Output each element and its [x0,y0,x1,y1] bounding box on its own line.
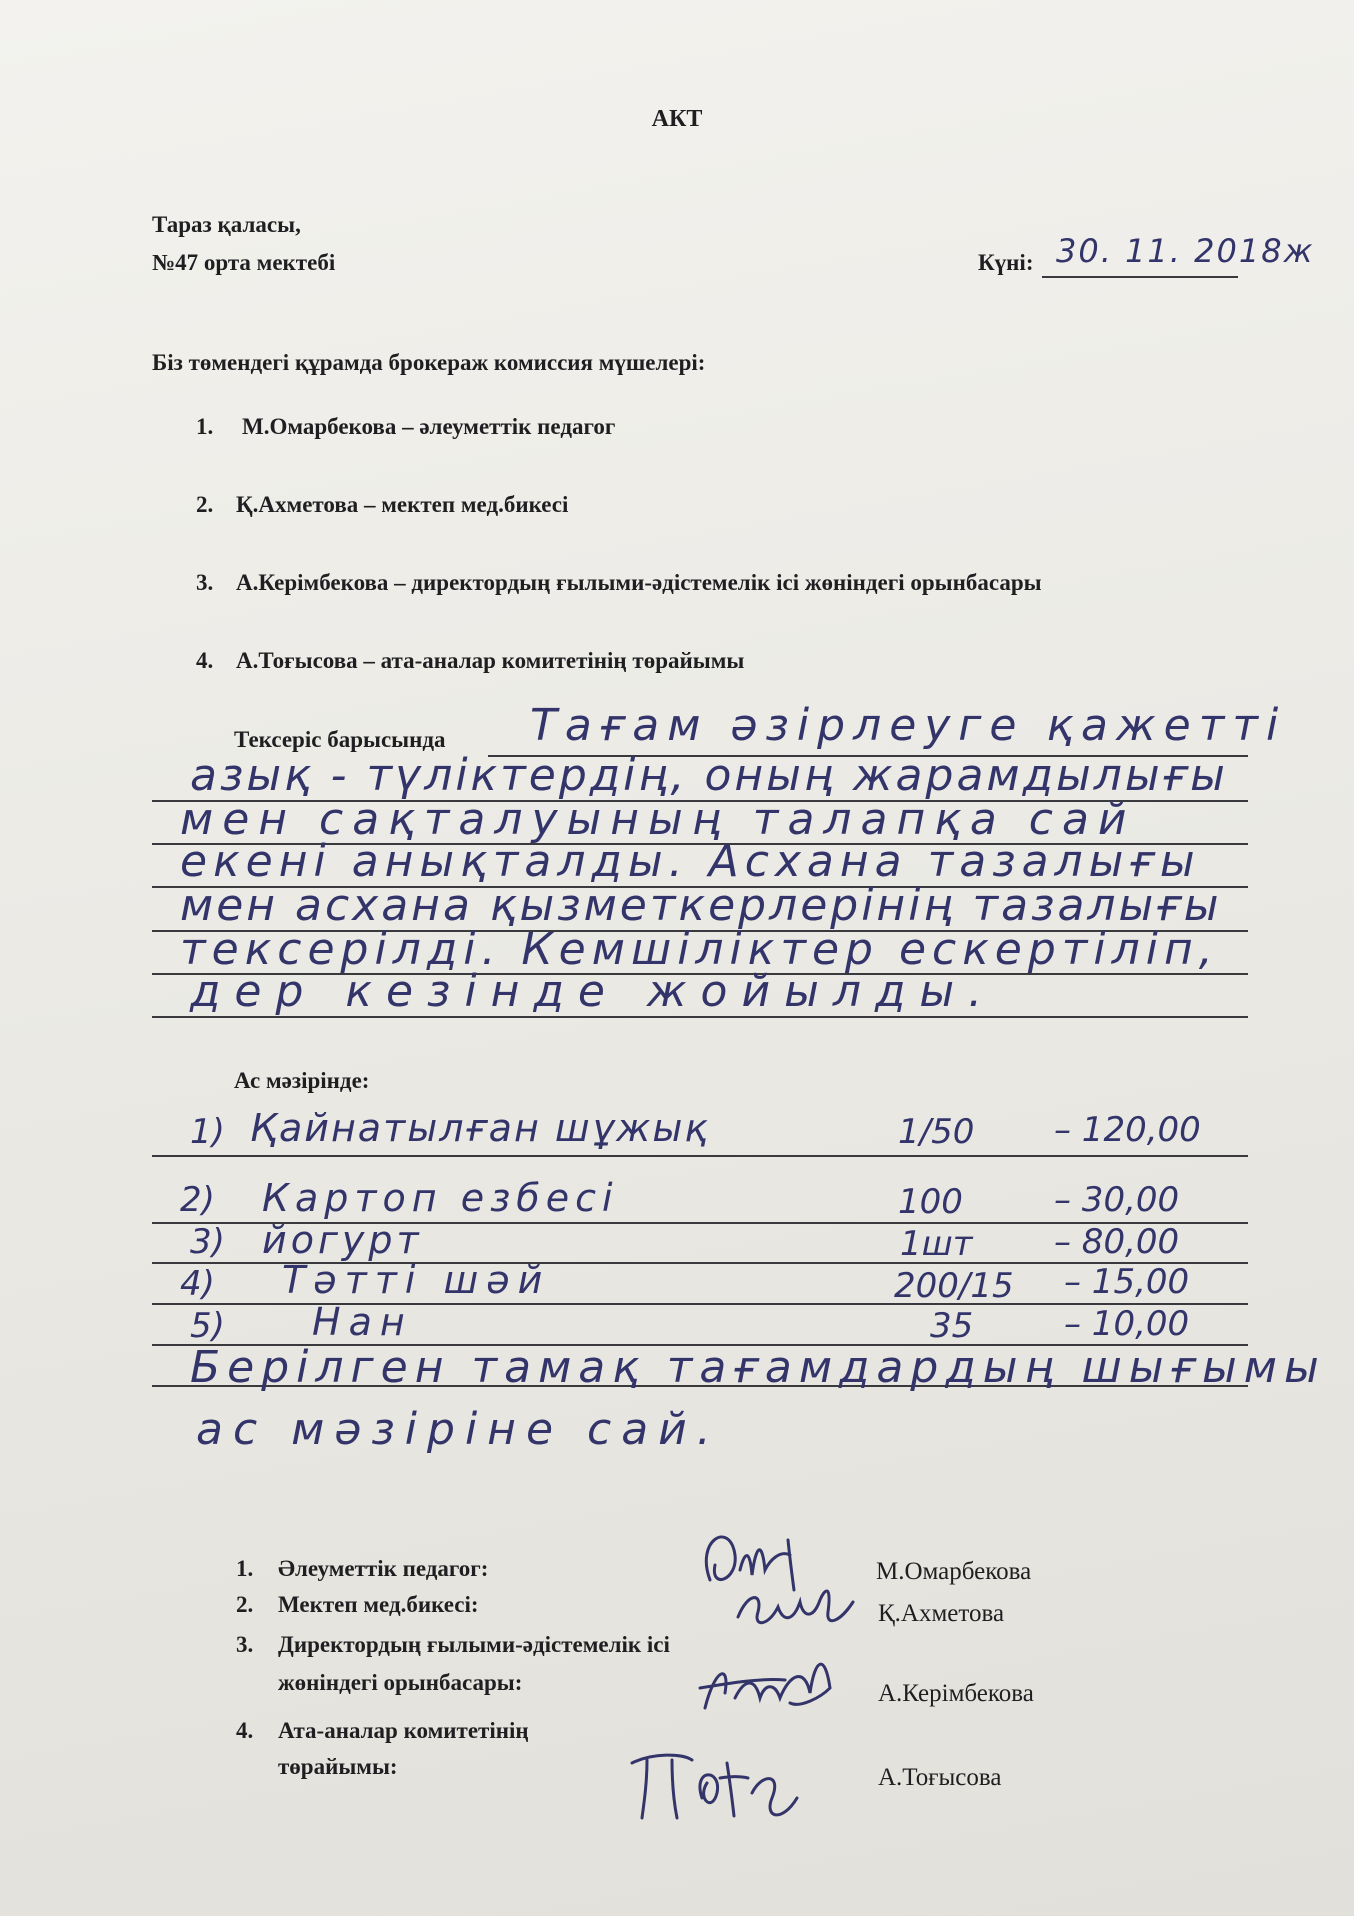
document-title: АКТ [651,106,703,132]
menu-item-name: Тәтті шәй [282,1258,551,1302]
menu-item-qty: 1шт [900,1224,973,1264]
menu-item-name: Нан [312,1300,413,1344]
member-num: 4. [196,648,214,673]
school-label: №47 орта мектебі [152,250,336,275]
signature-num: 4. [236,1718,254,1743]
ruled-line [152,1155,1248,1157]
signature-mark-kerimbekova [690,1638,850,1728]
member-num: 2. [196,492,214,517]
signature-role: Директордың ғылыми-әдістемелік ісі [278,1632,670,1657]
handwritten-line: азық - түліктердің, оның жарамдылығы [190,750,1228,801]
menu-item-price: – 15,00 [1064,1262,1190,1302]
signatory-name: А.Тоғысова [878,1764,1002,1791]
menu-item-num: 1) [190,1112,225,1152]
menu-item-price: – 10,00 [1064,1304,1190,1344]
signature-role: Ата-аналар комитетінің [278,1718,529,1743]
menu-conclusion-line: ас мәзіріне сай. [196,1404,721,1455]
member-item: А.Керімбекова – директордың ғылыми-әдістемелік ісі жөніндегі орынбасары [236,570,1042,595]
date-label: Күні: [978,250,1034,275]
menu-conclusion-line: Берілген тамақ тағамдардың шығымы [190,1342,1326,1393]
menu-item-price: – 80,00 [1054,1222,1180,1262]
signature-mark-akhmetova [728,1572,868,1642]
menu-item-num: 3) [190,1222,225,1262]
member-item: М.Омарбекова – әлеуметтік педагог [242,414,616,439]
inspection-label: Тексеріс барысында [234,727,446,752]
menu-item-qty: 200/15 [894,1266,1014,1306]
menu-item-qty: 35 [930,1306,974,1346]
signatory-name: А.Керімбекова [878,1680,1034,1707]
menu-item-name: Картоп езбесі [262,1176,619,1220]
signature-role: Әлеуметтік педагог: [278,1556,489,1581]
signature-num: 1. [236,1556,254,1581]
signatory-name: Қ.Ахметова [878,1600,1005,1627]
handwritten-line: мен асхана қызметкерлерінің тазалығы [180,880,1222,931]
signatory-name: М.Омарбекова [876,1558,1032,1585]
menu-item-name: Қайнатылған шұжық [250,1106,710,1150]
city-label: Тараз қаласы, [152,212,301,237]
member-num: 1. [196,414,214,439]
intro-text: Біз төмендегі құрамда брокераж комиссия мүшелері: [152,350,706,375]
menu-item-qty: 100 [898,1182,963,1222]
member-item: А.Тоғысова – ата-аналар комитетінің төрайымы [236,648,745,673]
menu-item-price: – 120,00 [1054,1110,1201,1150]
signature-role-cont: жөніндегі орынбасары: [278,1670,523,1695]
signature-mark-togysova [622,1738,812,1828]
handwritten-line: мен сақталуының талапқа сай [180,794,1136,845]
signature-role: Мектеп мед.бикесі: [278,1592,479,1617]
handwritten-line: дер кезінде жойылды. [190,966,997,1017]
signature-role-cont: төрайымы: [278,1754,398,1779]
menu-label: Ас мәзірінде: [234,1068,370,1093]
date-underline [1042,276,1238,278]
menu-item-num: 4) [180,1264,215,1304]
signature-num: 2. [236,1592,254,1617]
member-num: 3. [196,570,214,595]
handwritten-line: тексерілді. Кемшіліктер ескертіліп, [180,924,1219,975]
menu-item-qty: 1/50 [898,1112,975,1152]
handwritten-line: екені анықталды. Асхана тазалығы [180,836,1201,887]
handwritten-line: Тағам әзірлеуге қажетті [530,700,1287,751]
menu-item-num: 2) [180,1180,215,1220]
menu-item-num: 5) [190,1306,225,1346]
member-item: Қ.Ахметова – мектеп мед.бикесі [236,492,569,517]
signature-num: 3. [236,1632,254,1657]
menu-item-name: йогурт [262,1218,423,1262]
menu-item-price: – 30,00 [1054,1180,1180,1220]
date-value: 30. 11. 2018ж [1056,232,1315,270]
